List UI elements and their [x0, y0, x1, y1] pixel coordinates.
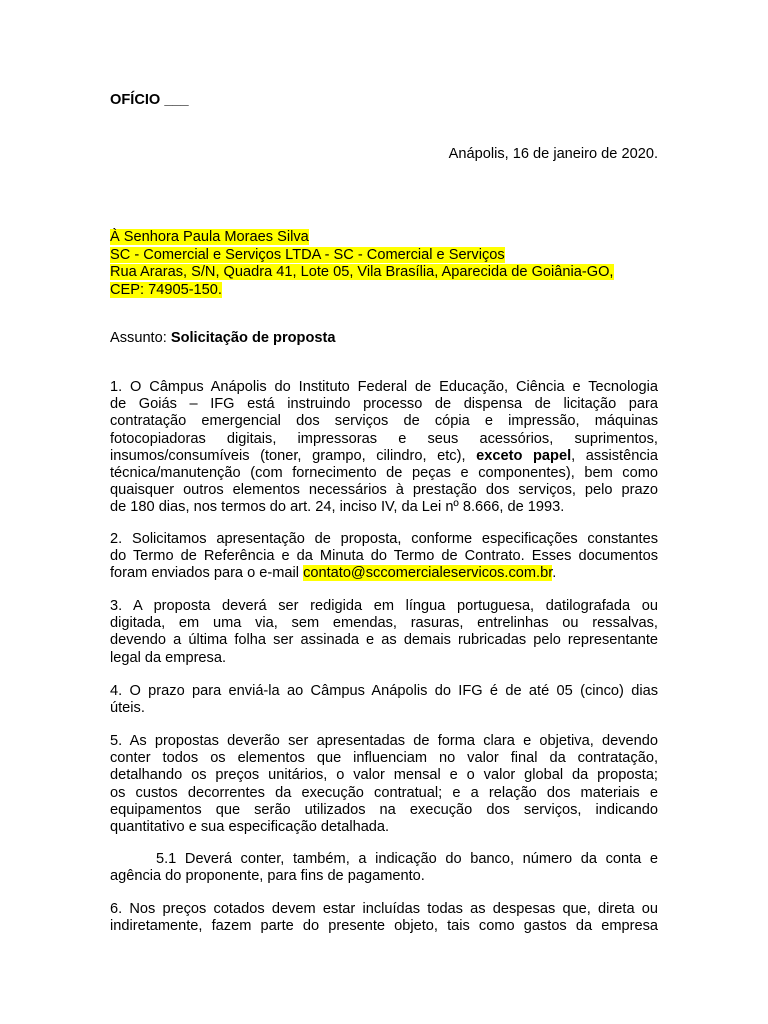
p1-line: de 180 dias, nos termos do art. 24, inciso IV, da Lei nº 8.666, de 1993.	[110, 499, 565, 516]
date-line: Anápolis, 16 de janeiro de 2020.	[448, 146, 658, 162]
p2-line-end: .	[552, 565, 557, 582]
email-link[interactable]: contato@sccomercialeservicos.com.br	[303, 565, 553, 582]
p5-line: detalhando os preços unitários, o valor mensal e o valor global da proposta;	[110, 767, 658, 784]
p1-line: contratação emergencial dos serviços de cópia e impressão, máquinas	[110, 413, 658, 430]
subject-label: Assunto:	[110, 330, 171, 346]
p2-line: do Termo de Referência e da Minuta do Termo de Contrato. Esses documentos	[110, 548, 658, 565]
p3-line: digitada, em uma via, sem emendas, rasuras, entrelinhas ou ressalvas,	[110, 615, 658, 632]
p2-line: 2. Solicitamos apresentação de proposta, conforme especificações constantes	[110, 531, 658, 547]
p1-line: quaisquer outros elementos necessários à prestação dos serviços, pelo prazo	[110, 482, 658, 499]
recipient-cep: CEP: 74905-150.	[110, 281, 222, 298]
p4-line: 4. O prazo para enviá-la ao Câmpus Anápolis do IFG é de até 05 (cinco) dias	[110, 683, 658, 699]
subject-value: Solicitação de proposta	[170, 330, 336, 346]
recipient-address: Rua Araras, S/N, Quadra 41, Lote 05, Vila Brasília, Aparecida de Goiânia-GO,	[110, 264, 614, 281]
p3-line: devendo a última folha ser assinada e as demais rubricadas pelo representante	[110, 632, 658, 649]
p6-line: indiretamente, fazem parte do presente objeto, tais como gastos da empresa	[110, 918, 658, 935]
paragraph-5	[110, 733, 658, 836]
paragraph-2	[110, 531, 658, 583]
p5-line: conter todos os elementos que influenciam no valor final da contratação,	[110, 750, 658, 767]
p1-line-part: , assistência	[571, 447, 658, 464]
subject-line	[110, 330, 335, 347]
p1-line-part: insumos/consumíveis (toner, grampo, cilindro, etc),	[110, 447, 466, 464]
p51-line: agência do proponente, para fins de pagamento.	[110, 868, 425, 885]
paragraph-4	[110, 683, 658, 717]
recipient-name: À Senhora Paula Moraes Silva	[110, 229, 309, 245]
p51-line: 5.1 Deverá conter, também, a indicação do banco, número da conta e	[156, 851, 658, 867]
p1-line: técnica/manutenção (com fornecimento de peças e componentes), bem como	[110, 465, 658, 482]
paragraph-3	[110, 598, 658, 667]
recipient-company: SC - Comercial e Serviços LTDA - SC - Comercial e Serviços	[110, 246, 505, 263]
p1-line-with-bold	[110, 448, 658, 465]
p4-line: úteis.	[110, 700, 145, 717]
p1-line: fotocopiadoras digitais, impressoras e seus acessórios, suprimentos,	[110, 430, 658, 447]
p5-line: quantitativo e sua especificação detalhada.	[110, 819, 390, 836]
p5-line: os custos decorrentes da execução contratual; e a relação dos materiais e	[110, 784, 658, 801]
p2-line-part: foram enviados para o e-mail	[110, 565, 304, 582]
p3-line: 3. A proposta deverá ser redigida em língua portuguesa, datilografada ou	[110, 598, 658, 614]
paragraph-1	[110, 379, 658, 517]
oficio-heading: OFÍCIO ___	[110, 92, 189, 108]
p1-bold-phrase: exceto papel	[476, 447, 572, 464]
paragraph-6	[110, 901, 658, 935]
p6-line: 6. Nos preços cotados devem estar incluídas todas as despesas que, direta ou	[110, 901, 658, 917]
paragraph-5-1	[110, 851, 658, 885]
recipient-block	[110, 229, 614, 299]
p5-line: equipamentos que serão utilizados na execução dos serviços, indicando	[110, 801, 658, 818]
p3-line: legal da empresa.	[110, 649, 227, 666]
p2-line-with-email	[110, 565, 658, 582]
p5-line: 5. As propostas deverão ser apresentadas de forma clara e objetiva, devendo	[110, 733, 658, 749]
p1-line: 1. O Câmpus Anápolis do Instituto Federal de Educação, Ciência e Tecnologia	[110, 379, 658, 395]
p1-line: de Goiás – IFG está instruindo processo de dispensa de licitação para	[110, 396, 658, 413]
